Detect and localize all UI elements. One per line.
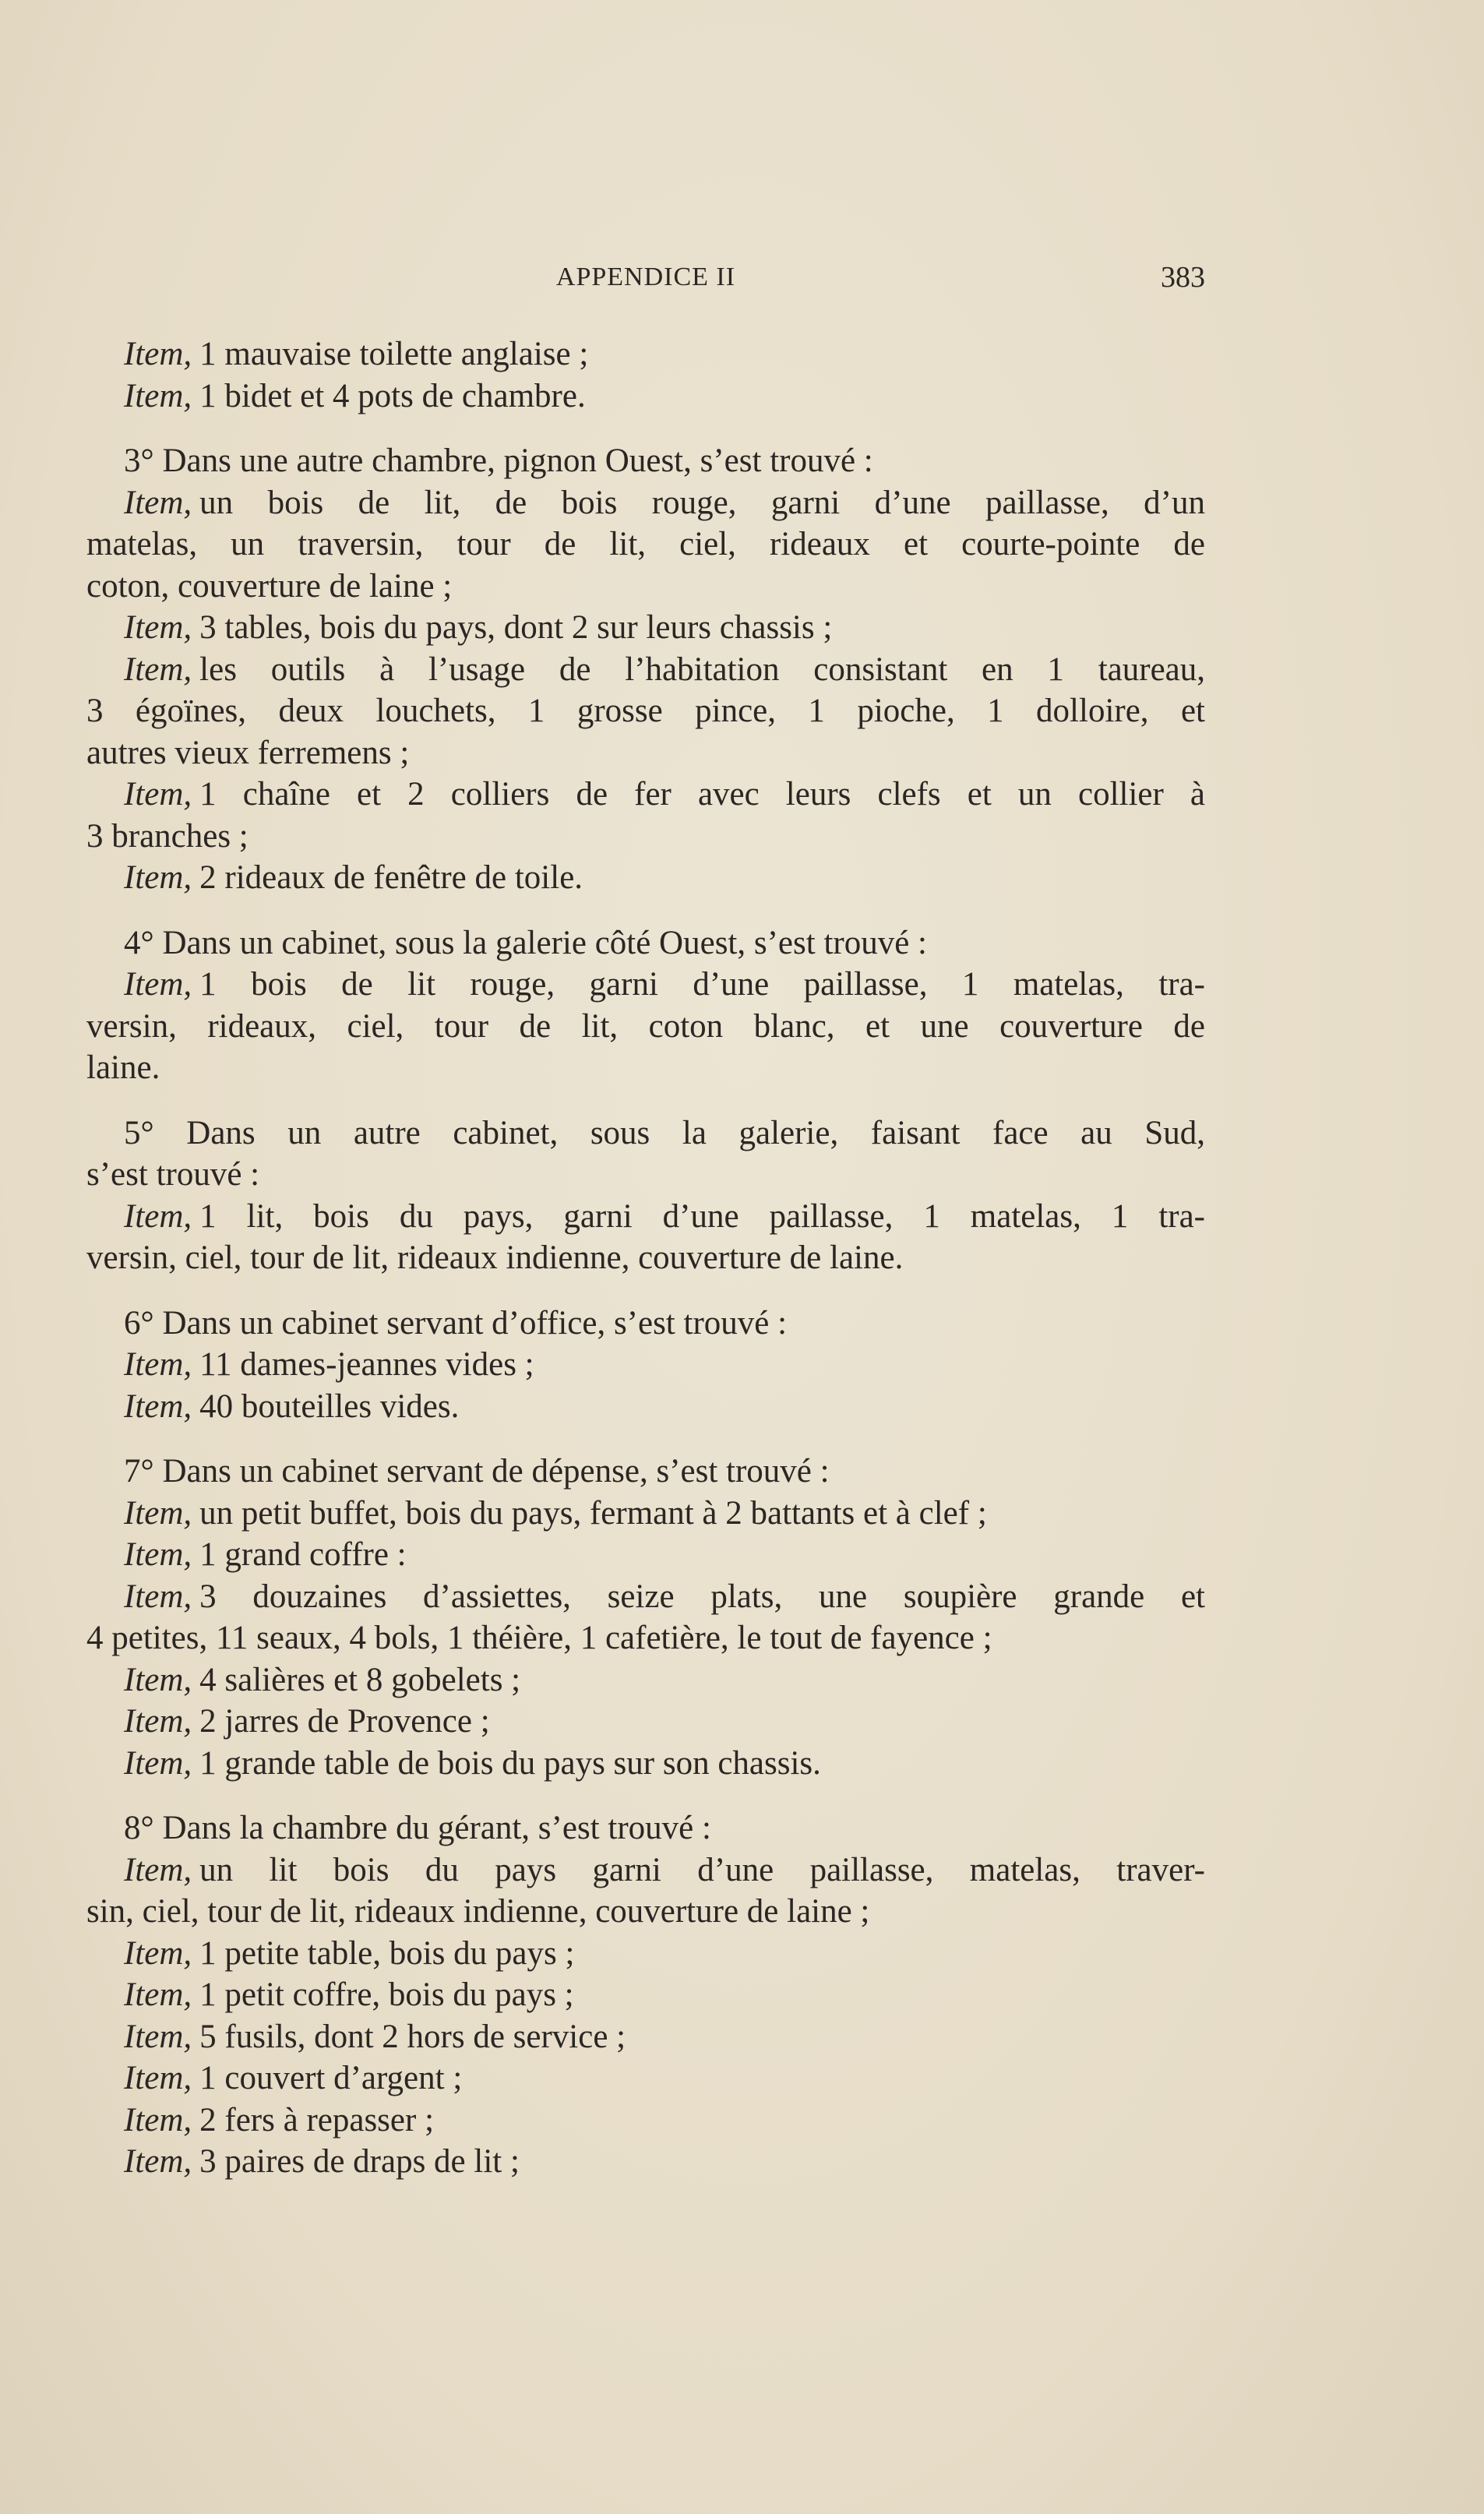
line-text: 40 bouteilles vides. [199,1387,460,1425]
item-line [86,482,1205,524]
line-text: 11 dames-jeannes vides ; [199,1346,534,1383]
item-line [86,649,1205,691]
line-text: 3° Dans une autre chambre, pignon Ouest, s’est trouvé : [124,443,873,479]
line-text: matelas, un traversin, tour de lit, ciel, rideaux et courte-pointe de [86,526,1205,562]
section-heading-line [86,1807,1205,1849]
line-text: 1 couvert d’argent ; [199,2060,463,2096]
item-line [86,690,1205,732]
item-line [86,2016,1205,2058]
item-line [86,1534,1205,1576]
line-text: 3 tables, bois du pays, dont 2 sur leurs chassis ; [199,609,833,646]
inventory-section [86,1451,1205,1784]
item-line [86,1849,1205,1892]
item-lead: Item, [124,966,192,1003]
line-text: versin, ciel, tour de lit, rideaux indienne, couverture de laine. [86,1239,904,1276]
item-line [86,774,1205,816]
item-lead: Item, [124,859,192,896]
item-line [86,1196,1205,1238]
item-lead: Item, [124,1934,192,1972]
item-lead: Item, [124,1976,192,2013]
line-text: coton, couverture de laine ; [86,567,453,605]
item-lead: Item, [124,1851,192,1888]
item-lead: Item, [124,2018,192,2055]
inventory-section [86,440,1205,899]
line-text: un lit bois du pays garni d’une paillasse, matelas, traver- [199,1851,1205,1888]
line-text: 1 mauvaise toilette anglaise ; [199,336,589,372]
line-text: 3 paires de draps de lit ; [199,2143,520,2180]
item-line [86,1237,1205,1279]
item-line [86,524,1205,566]
item-line [86,1743,1205,1785]
line-text: 2 rideaux de fenêtre de toile. [199,859,583,896]
item-lead: Item, [124,2101,192,2138]
line-text: laine. [86,1049,160,1086]
line-text: 4° Dans un cabinet, sous la galerie côté Ouest, s’est trouvé : [124,924,927,961]
line-text: 1 lit, bois du pays, garni d’une paillasse, 1 matelas, 1 tra- [199,1197,1205,1235]
item-line [86,1576,1205,1618]
section-heading-line [86,1303,1205,1345]
line-text: s’est trouvé : [86,1156,260,1193]
item-line [86,566,1205,608]
item-lead: Item, [124,1197,192,1235]
line-text: 8° Dans la chambre du gérant, s’est trouvé : [124,1810,711,1846]
item-line [86,333,1205,376]
item-lead: Item, [124,2060,192,2096]
line-text: autres vieux ferremens ; [86,734,410,771]
line-text: 1 grande table de bois du pays sur son chassis. [199,1744,821,1782]
item-line [86,1933,1205,1975]
item-lead: Item, [124,2143,192,2180]
body-text [86,333,1205,2206]
line-text: 5 fusils, dont 2 hors de service ; [199,2018,626,2055]
item-line [86,2057,1205,2100]
item-lead: Item, [124,1346,192,1383]
running-title: APPENDICE II [555,263,736,291]
page-number: 383 [1161,261,1205,294]
item-lead: Item, [124,651,192,688]
item-line [86,964,1205,1006]
item-lead: Item, [124,484,192,521]
line-text: 2 jarres de Provence ; [199,1703,490,1740]
inventory-section [86,922,1205,1089]
line-text: versin, rideaux, ciel, tour de lit, coton blanc, et une couverture de [86,1007,1205,1045]
item-line [86,857,1205,899]
item-line [86,607,1205,649]
item-lead: Item, [124,1661,192,1698]
line-text: sin, ciel, tour de lit, rideaux indienne, couverture de laine ; [86,1893,870,1930]
item-line [86,1659,1205,1701]
line-text: 2 fers à repasser ; [199,2101,435,2138]
section-heading-line [86,1154,1205,1196]
item-line [86,732,1205,774]
item-line [86,1006,1205,1048]
line-text: 3 branches ; [86,817,249,855]
inventory-section [86,1112,1205,1279]
line-text: 1 grand coffre : [199,1536,407,1573]
inventory-section [86,1807,1205,2183]
item-line [86,1617,1205,1659]
line-text: 1 petit coffre, bois du pays ; [199,1976,574,2013]
item-lead: Item, [124,1494,192,1532]
line-text: 4 salières et 8 gobelets ; [199,1661,521,1698]
section-heading-line [86,440,1205,482]
item-lead: Item, [124,377,192,414]
section-heading-line [86,1451,1205,1493]
line-text: 3 douzaines d’assiettes, seize plats, une soupière grande et [199,1578,1205,1615]
line-text: 1 bidet et 4 pots de chambre. [199,377,586,414]
item-lead: Item, [124,1744,192,1782]
line-text: 6° Dans un cabinet servant d’office, s’est trouvé : [124,1304,788,1342]
line-text: 7° Dans un cabinet servant de dépense, s’est trouvé : [124,1453,830,1490]
item-line [86,1891,1205,1933]
item-line [86,376,1205,418]
item-lead: Item, [124,776,192,813]
line-text: 1 petite table, bois du pays ; [199,1934,575,1972]
line-text: les outils à l’usage de l’habitation consistant en 1 taureau, [199,651,1205,688]
item-line [86,1701,1205,1743]
item-lead: Item, [124,1387,192,1425]
item-lead: Item, [124,1703,192,1740]
item-line [86,1386,1205,1428]
item-line [86,2100,1205,2142]
item-lead: Item, [124,336,192,372]
line-text: un bois de lit, de bois rouge, garni d’une paillasse, d’un [199,484,1205,521]
line-text: 3 égoïnes, deux louchets, 1 grosse pince, 1 pioche, 1 dolloire, et [86,693,1205,729]
inventory-section [86,333,1205,417]
item-line [86,1344,1205,1386]
line-text: 1 bois de lit rouge, garni d’une paillasse, 1 matelas, tra- [199,966,1205,1003]
item-line [86,816,1205,858]
line-text: 1 chaîne et 2 colliers de fer avec leurs clefs et un collier à [199,776,1205,813]
inventory-section [86,1303,1205,1428]
line-text: 5° Dans un autre cabinet, sous la galerie, faisant face au Sud, [124,1114,1205,1151]
line-text: 4 petites, 11 seaux, 4 bols, 1 théière, 1 cafetière, le tout de fayence ; [86,1620,992,1656]
line-text: un petit buffet, bois du pays, fermant à 2 battants et à clef ; [199,1494,987,1532]
item-line [86,1493,1205,1535]
item-line [86,2141,1205,2183]
item-lead: Item, [124,1536,192,1573]
item-line [86,1047,1205,1089]
item-lead: Item, [124,1578,192,1615]
section-heading-line [86,1112,1205,1155]
item-line [86,1974,1205,2016]
item-lead: Item, [124,609,192,646]
page-header [86,257,1205,298]
section-heading-line [86,922,1205,964]
